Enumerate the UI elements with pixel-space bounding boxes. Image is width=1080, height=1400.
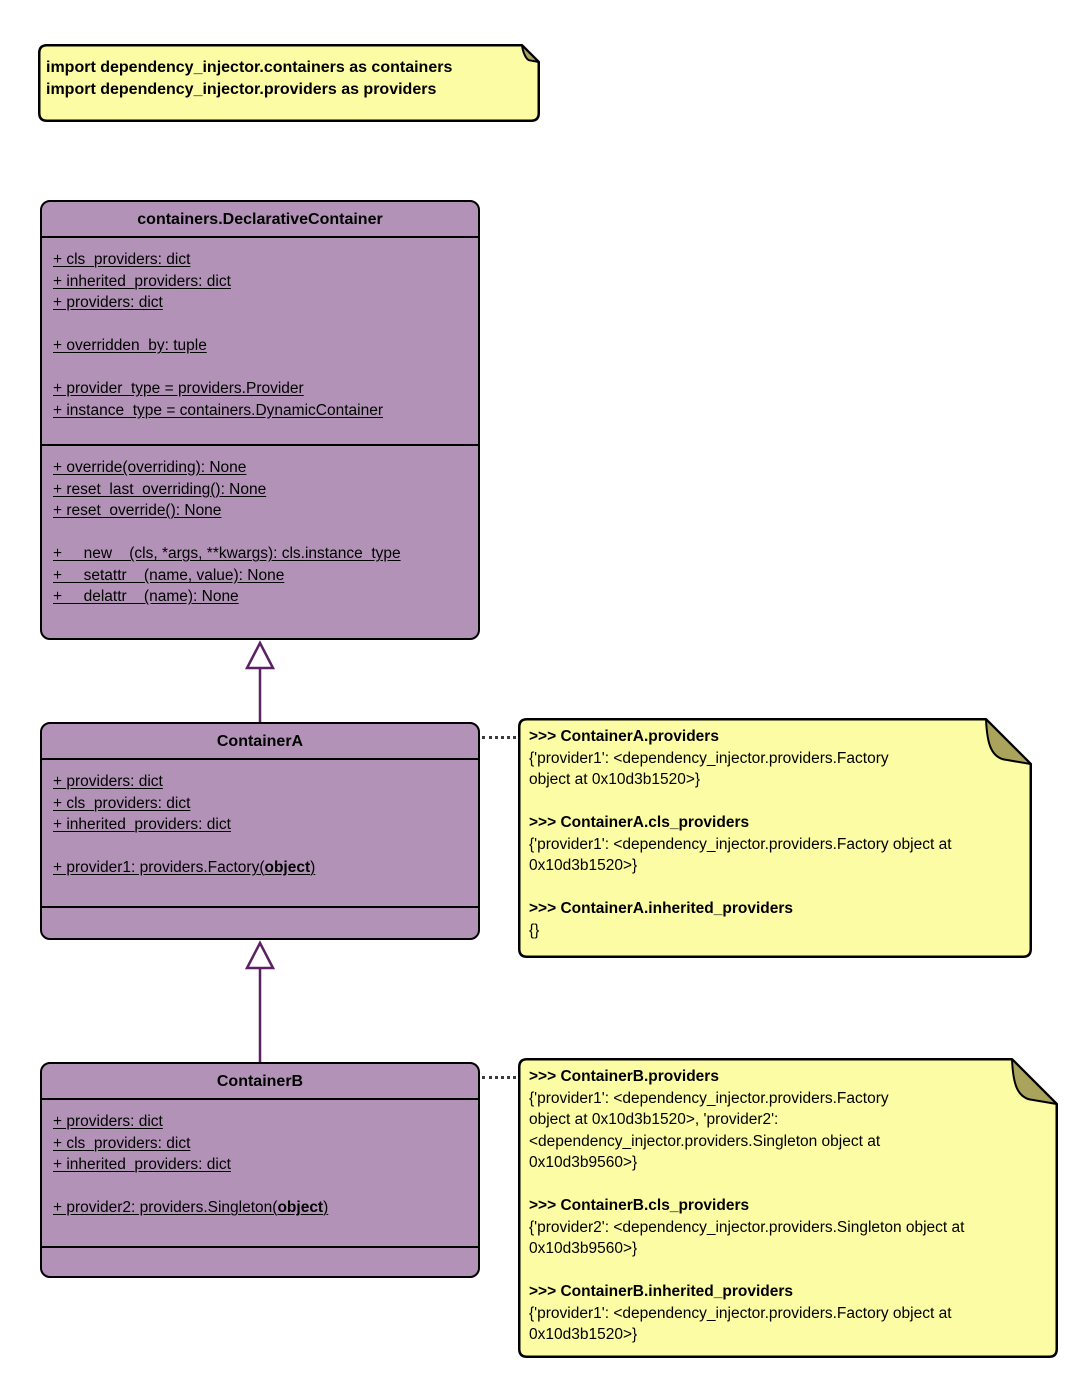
class-member-line: + reset_last_overriding(): None xyxy=(53,480,267,498)
note-body-line: <dependency_injector.providers.Singleton object at xyxy=(529,1132,881,1150)
class-attributes-section xyxy=(42,1100,478,1248)
note-header-line: >>> ContainerB.inherited_providers xyxy=(529,1283,794,1300)
note-block-spacer xyxy=(529,877,1020,899)
note-block-spacer xyxy=(529,791,1020,813)
note-text xyxy=(518,718,1032,949)
note-header-line: >>> ContainerB.providers xyxy=(529,1068,719,1085)
note-body-line: {'provider1': <dependency_injector.providers.Factory xyxy=(529,749,889,767)
class-member-line: + __setattr__(name, value): None xyxy=(53,566,285,584)
import-statement-line: import dependency_injector.providers as providers xyxy=(46,80,437,98)
class-title: ContainerB xyxy=(42,1064,478,1100)
note-container-a-output xyxy=(518,718,1032,958)
note-link-containera xyxy=(482,736,516,739)
import-statement-line: import dependency_injector.containers as containers xyxy=(46,59,453,76)
note-block-spacer xyxy=(529,1260,1046,1282)
note-block-spacer xyxy=(529,1174,1046,1196)
class-member-line: + cls_providers: dict xyxy=(53,794,191,812)
class-member-line: + instance_type = containers.DynamicContainer xyxy=(53,401,383,419)
class-member-line: + inherited_providers: dict xyxy=(53,816,231,833)
member-group-spacer xyxy=(53,1176,468,1198)
note-body-line: {'provider1': <dependency_injector.providers.Factory object at xyxy=(529,835,952,853)
member-group-spacer xyxy=(53,836,468,858)
class-member-line: + cls_providers: dict xyxy=(53,251,191,268)
note-text xyxy=(518,1058,1058,1354)
class-title: containers.DeclarativeContainer xyxy=(42,202,478,238)
note-body-line: {} xyxy=(529,921,540,939)
inheritance-arrow-containera xyxy=(240,641,280,723)
class-methods-section xyxy=(42,908,478,938)
member-group-spacer xyxy=(53,314,468,336)
class-member-line: + override(overriding): None xyxy=(53,459,247,476)
member-group-spacer xyxy=(53,357,468,379)
class-member-line: + inherited_providers: dict xyxy=(53,1156,231,1173)
note-body-line: object at 0x10d3b1520>, 'provider2': xyxy=(529,1111,779,1128)
import-note-text xyxy=(38,44,540,108)
member-group-spacer xyxy=(53,522,468,544)
class-container-b xyxy=(40,1062,480,1278)
note-body-line: 0x10d3b9560>} xyxy=(529,1154,638,1171)
class-member-line: + reset_override(): None xyxy=(53,502,222,519)
class-member-line: + providers: dict xyxy=(53,1113,163,1130)
note-body-line: {'provider2': <dependency_injector.providers.Singleton object at xyxy=(529,1218,965,1236)
class-declarative-container xyxy=(40,200,480,640)
note-body-line: 0x10d3b9560>} xyxy=(529,1240,638,1257)
class-attributes-section xyxy=(42,238,478,446)
note-header-line: >>> ContainerA.inherited_providers xyxy=(529,900,794,917)
class-member-line: + providers: dict xyxy=(53,773,163,790)
class-methods-section xyxy=(42,1248,478,1276)
class-member-line: + provider_type = providers.Provider xyxy=(53,380,304,397)
class-title: ContainerA xyxy=(42,724,478,760)
note-body-line: 0x10d3b1520>} xyxy=(529,857,638,874)
class-container-a xyxy=(40,722,480,940)
note-link-containerb xyxy=(482,1076,516,1079)
class-member-line: + cls_providers: dict xyxy=(53,1134,191,1152)
class-member-line: + overridden_by: tuple xyxy=(53,337,207,354)
inheritance-arrow-containerb xyxy=(240,941,280,1063)
class-member-line: + provider1: providers.Factory(object) xyxy=(53,859,316,876)
class-member-line: + provider2: providers.Singleton(object) xyxy=(53,1199,329,1216)
class-member-line: + providers: dict xyxy=(53,294,163,311)
note-header-line: >>> ContainerA.providers xyxy=(529,728,719,745)
note-header-line: >>> ContainerA.cls_providers xyxy=(529,814,750,831)
import-note xyxy=(38,44,540,122)
note-body-line: object at 0x10d3b1520>} xyxy=(529,771,701,788)
note-container-b-output xyxy=(518,1058,1058,1358)
note-body-line: {'provider1': <dependency_injector.providers.Factory object at xyxy=(529,1304,952,1322)
note-header-line: >>> ContainerB.cls_providers xyxy=(529,1197,750,1214)
class-methods-section xyxy=(42,446,478,638)
class-member-line: + inherited_providers: dict xyxy=(53,272,231,290)
class-member-line: + __new__(cls, *args, **kwargs): cls.instance_type xyxy=(53,545,401,562)
note-body-line: {'provider1': <dependency_injector.providers.Factory xyxy=(529,1089,889,1107)
class-attributes-section xyxy=(42,760,478,908)
note-body-line: 0x10d3b1520>} xyxy=(529,1326,638,1343)
class-member-line: + __delattr__(name): None xyxy=(53,588,239,605)
